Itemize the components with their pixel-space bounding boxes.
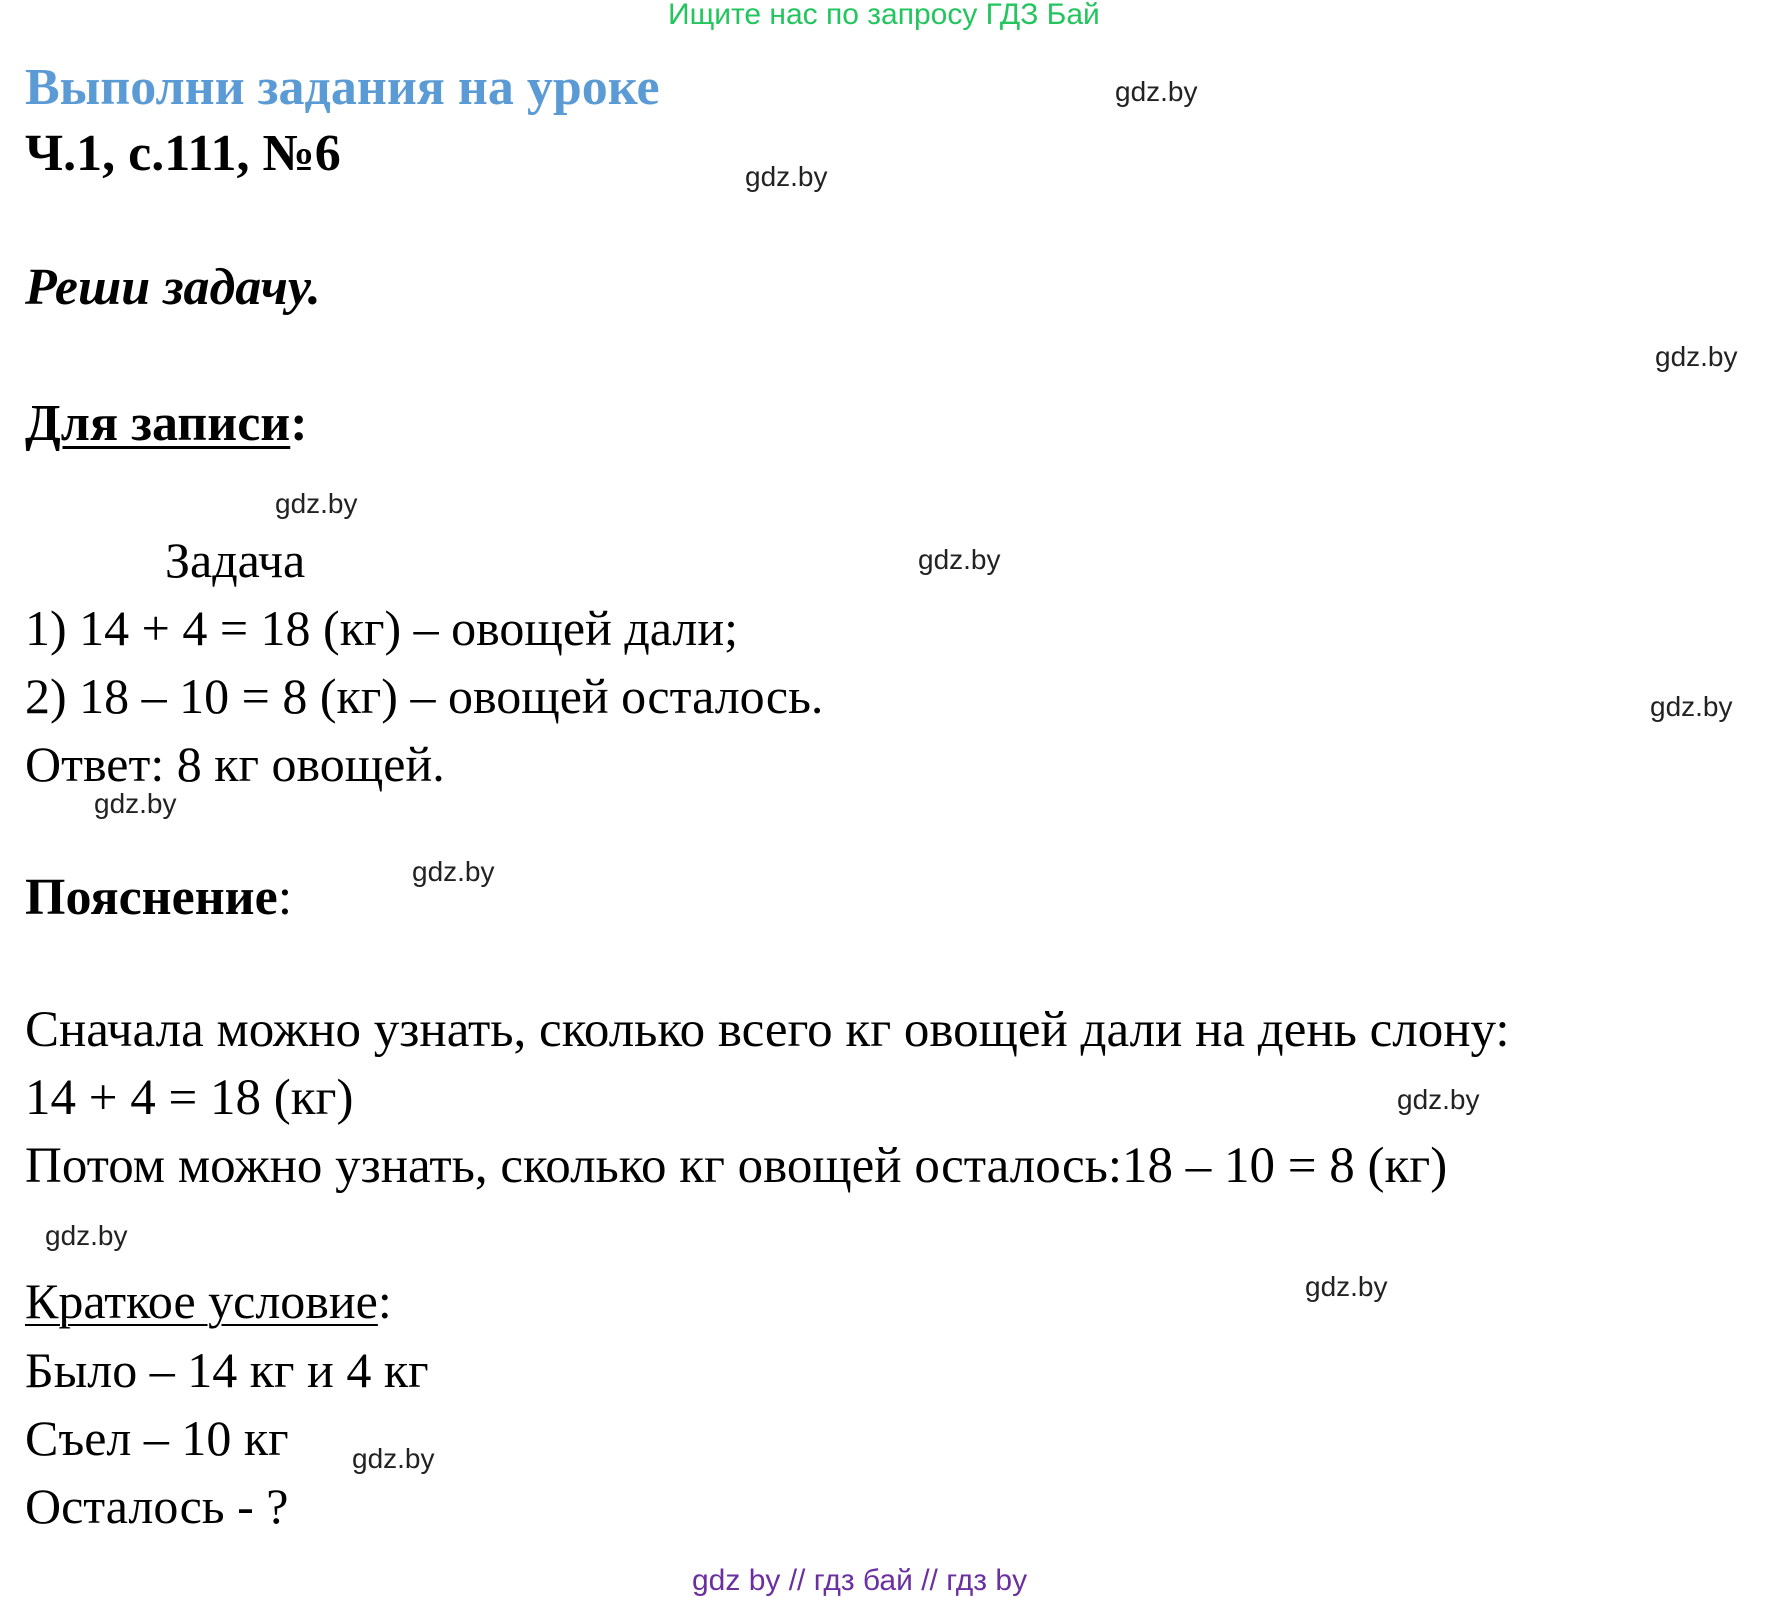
explanation-line: 14 + 4 = 18 (кг) bbox=[25, 1070, 354, 1126]
condition-heading-colon: : bbox=[377, 1273, 392, 1329]
watermark: gdz.by bbox=[1115, 76, 1198, 107]
watermark: gdz.by bbox=[1650, 691, 1733, 722]
record-subtitle: Задача bbox=[165, 532, 306, 588]
condition-line: Осталось - ? bbox=[25, 1478, 289, 1534]
condition-heading bbox=[25, 1273, 392, 1329]
watermark: gdz.by bbox=[45, 1220, 128, 1251]
page-title: Выполни задания на уроке bbox=[25, 59, 660, 116]
watermark: gdz.by bbox=[1305, 1271, 1388, 1302]
watermark: gdz.by bbox=[1397, 1084, 1480, 1115]
explanation-line: Сначала можно узнать, сколько всего кг овощей дали на день слону: bbox=[25, 1002, 1510, 1058]
watermark: gdz.by bbox=[918, 544, 1001, 575]
watermark: gdz.by bbox=[412, 856, 495, 887]
explanation-heading bbox=[25, 869, 293, 926]
record-heading-colon: : bbox=[290, 395, 308, 452]
watermark: gdz.by bbox=[1655, 341, 1738, 372]
watermark: gdz.by bbox=[94, 788, 177, 819]
explanation-heading-text: Пояснение bbox=[25, 869, 278, 926]
watermark: gdz.by bbox=[745, 161, 828, 192]
footer-links[interactable]: gdz by // гдз бай // гдз by bbox=[692, 1564, 1028, 1597]
watermark: gdz.by bbox=[352, 1443, 435, 1474]
condition-line: Съел – 10 кг bbox=[25, 1410, 289, 1466]
exercise-reference: Ч.1, с.111, №6 bbox=[25, 125, 341, 182]
record-heading-text: Для записи bbox=[25, 395, 291, 452]
explanation-line: Потом можно узнать, сколько кг овощей осталось:18 – 10 = 8 (кг) bbox=[25, 1138, 1448, 1194]
watermark: gdz.by bbox=[275, 488, 358, 519]
solution-line: 1) 14 + 4 = 18 (кг) – овощей дали; bbox=[25, 600, 739, 656]
condition-line: Было – 14 кг и 4 кг bbox=[25, 1342, 429, 1398]
condition-heading-text: Краткое условие bbox=[25, 1273, 378, 1329]
promo-link[interactable]: Ищите нас по запросу ГДЗ Бай bbox=[668, 0, 1100, 31]
solution-line: 2) 18 – 10 = 8 (кг) – овощей осталось. bbox=[25, 668, 824, 724]
explanation-heading-colon: : bbox=[277, 869, 293, 926]
answer-line: Ответ: 8 кг овощей. bbox=[25, 736, 445, 792]
record-heading bbox=[25, 395, 308, 452]
task-instruction: Реши задачу. bbox=[25, 259, 321, 316]
